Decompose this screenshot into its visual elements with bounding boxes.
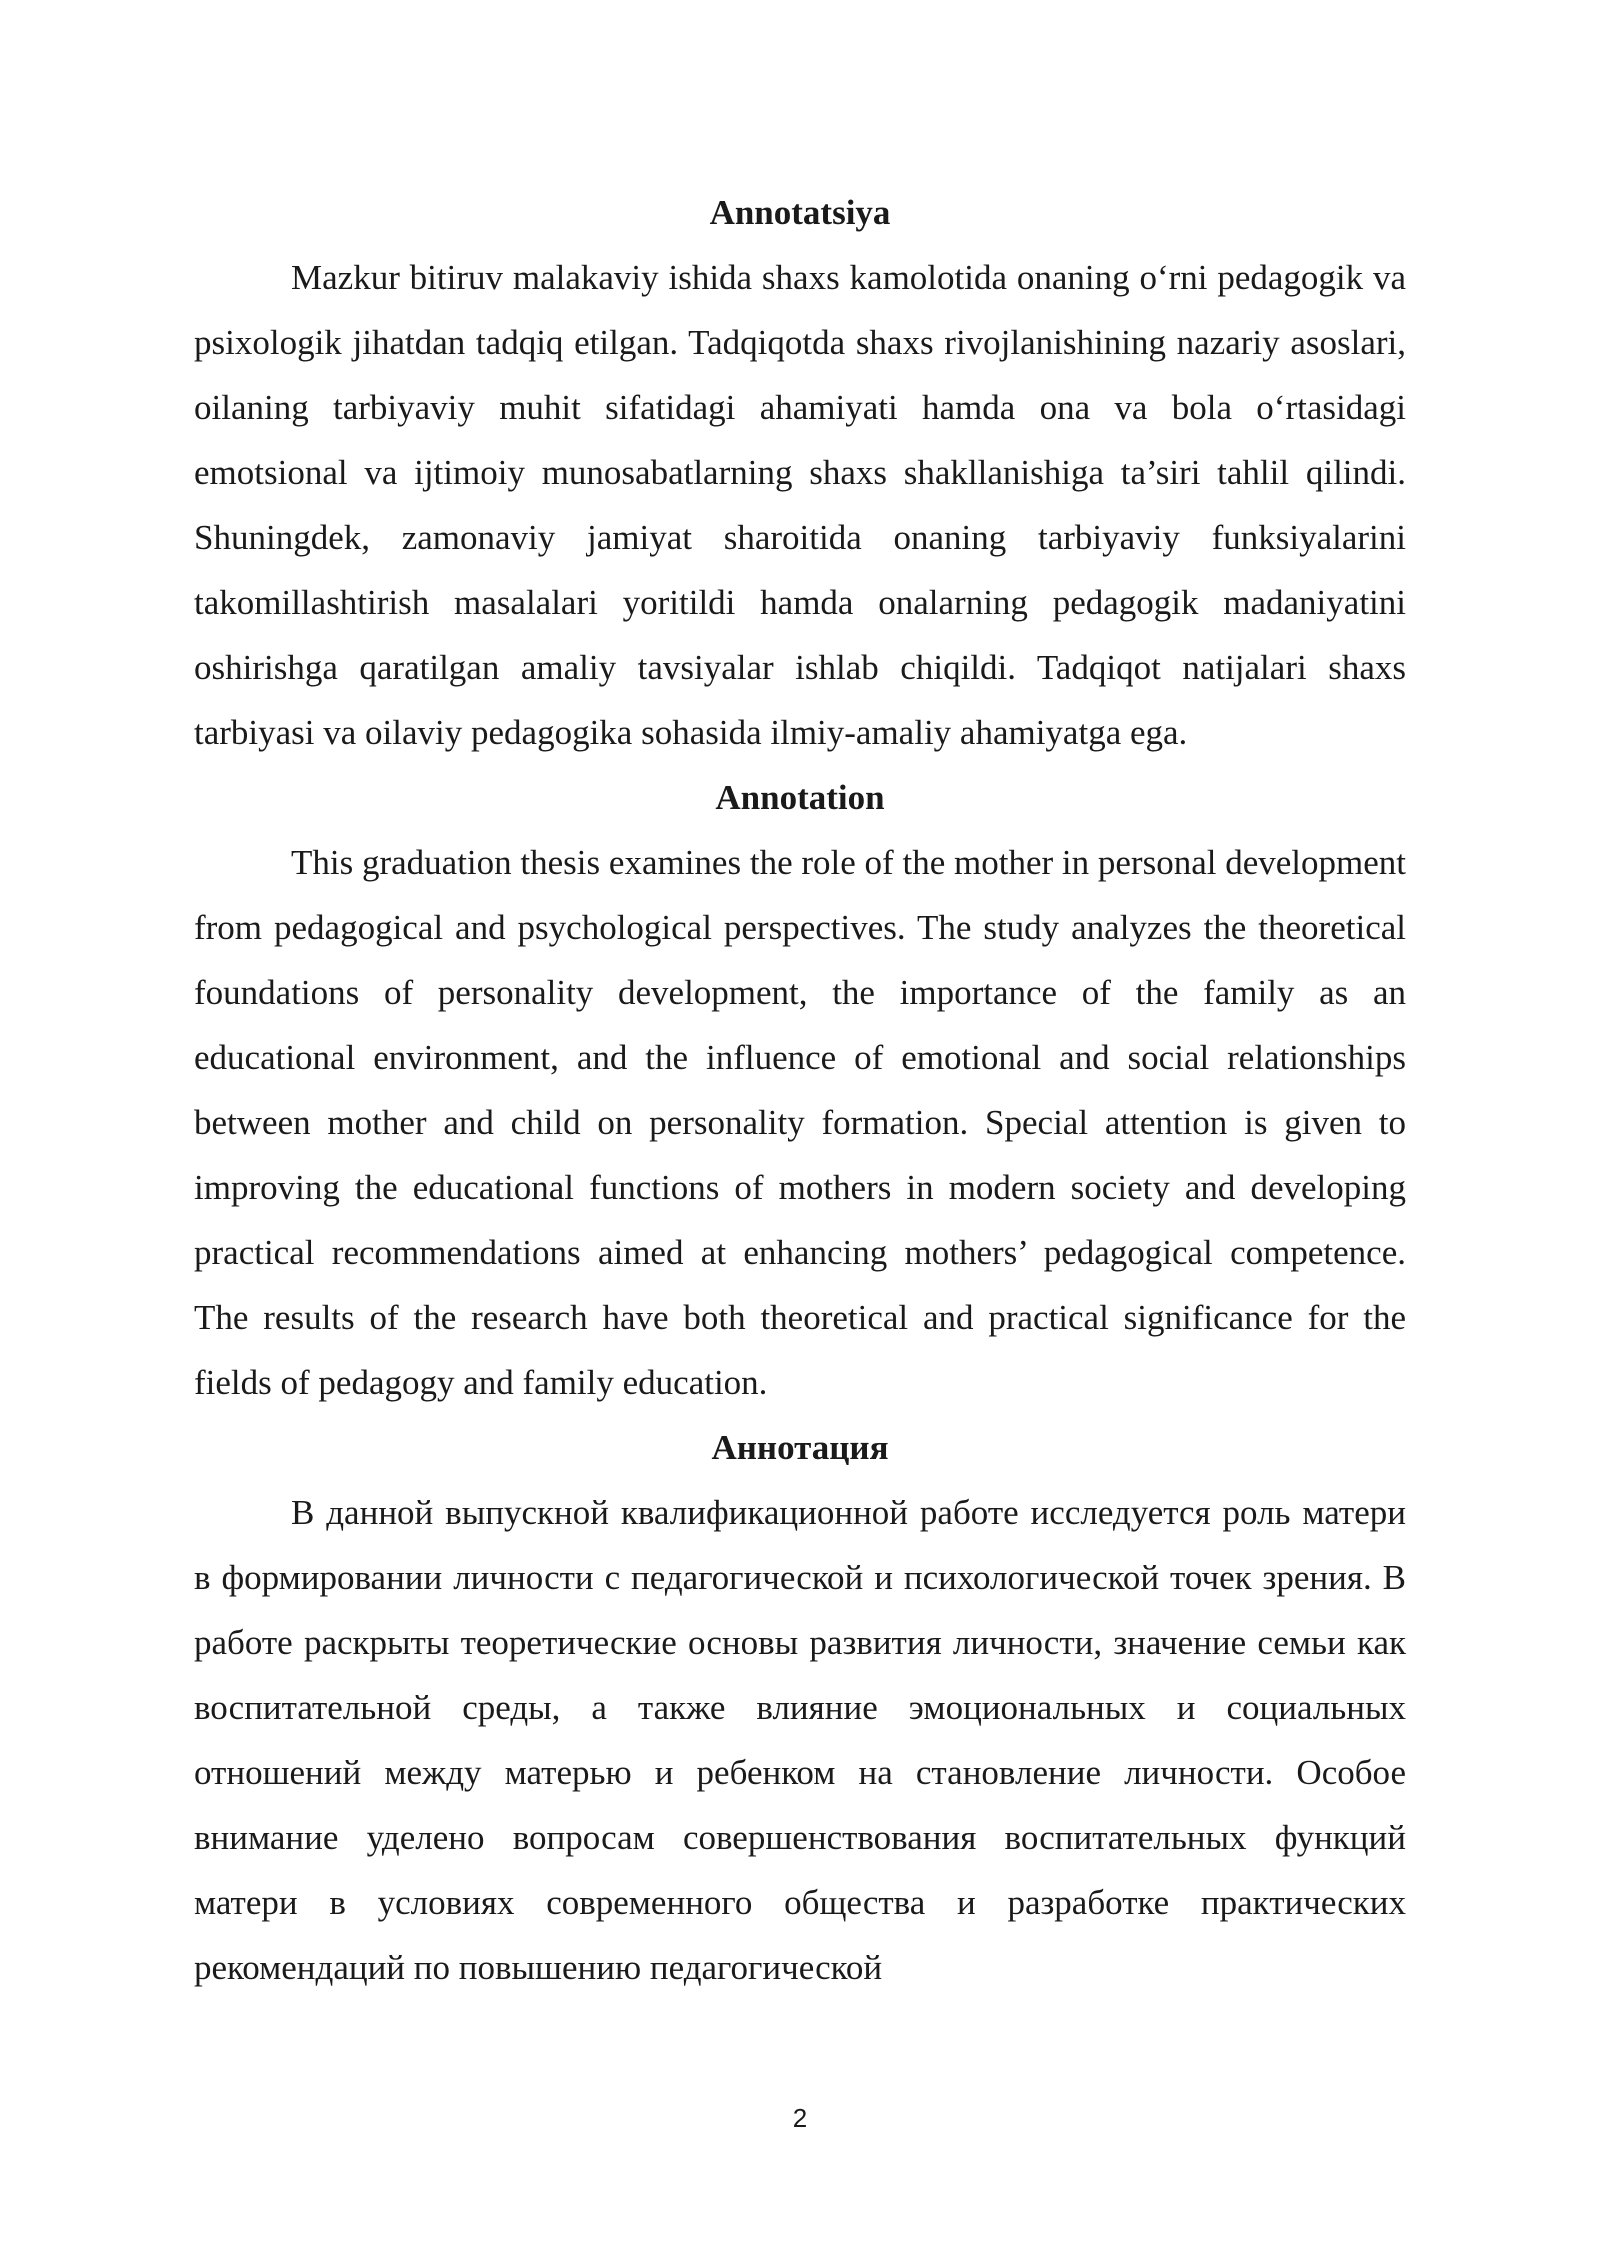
heading-annotatsiya: Annotatsiya: [709, 193, 891, 232]
heading-annotation: Annotation: [715, 778, 885, 817]
document-page: [194, 180, 1406, 2000]
paragraph-annotatsiya: Mazkur bitiruv malakaviy ishida shaxs kamolotida onaning o‘rni pedagogik va psixologik jihatdan tadqiq etilgan. Tadqiqotda shaxs rivojlanishining nazariy asoslari, oilaning tarbiyaviy muhit sifatidagi ahamiyati hamda ona va bola o‘rtasidagi emotsional va ijtimoiy munosabatlarning shaxs shakllanishiga ta’siri tahlil qilindi. Shuningdek, zamonaviy jamiyat sharoitida onaning tarbiyaviy funksiyalarini takomillashtirish masalalari yoritildi hamda onalarning pedagogik madaniyatini oshirishga qaratilgan amaliy tavsiyalar ishlab chiqildi. Tadqiqot natijalari shaxs tarbiyasi va oilaviy pedagogika sohasida ilmiy-amaliy ahamiyatga ega.: [194, 258, 1406, 752]
heading-annotatsiya-ru: Аннотация: [711, 1428, 889, 1467]
paragraph-annotation: This graduation thesis examines the role of the mother in personal development from pedagogical and psychological perspectives. The study analyzes the theoretical foundations of personality development, the importance of the family as an educational environment, and the influence of emotional and social relationships between mother and child on personality formation. Special attention is given to improving the educational functions of mothers in modern society and developing practical recommendations aimed at enhancing mothers’ pedagogical competence. The results of the research have both theoretical and practical significance for the fields of pedagogy and family education.: [194, 843, 1406, 1402]
paragraph-annotatsiya-ru: В данной выпускной квалификационной работе исследуется роль матери в формировании личности с педагогической и психологической точек зрения. В работе раскрыты теоретические основы развития личности, значение семьи как воспитательной среды, а также влияние эмоциональных и социальных отношений между матерью и ребенком на становление личности. Особое внимание уделено вопросам совершенствования воспитательных функций матери в условиях современного общества и разработке практических рекомендаций по повышению педагогической: [194, 1493, 1406, 1987]
page-number: 2: [792, 2103, 808, 2133]
